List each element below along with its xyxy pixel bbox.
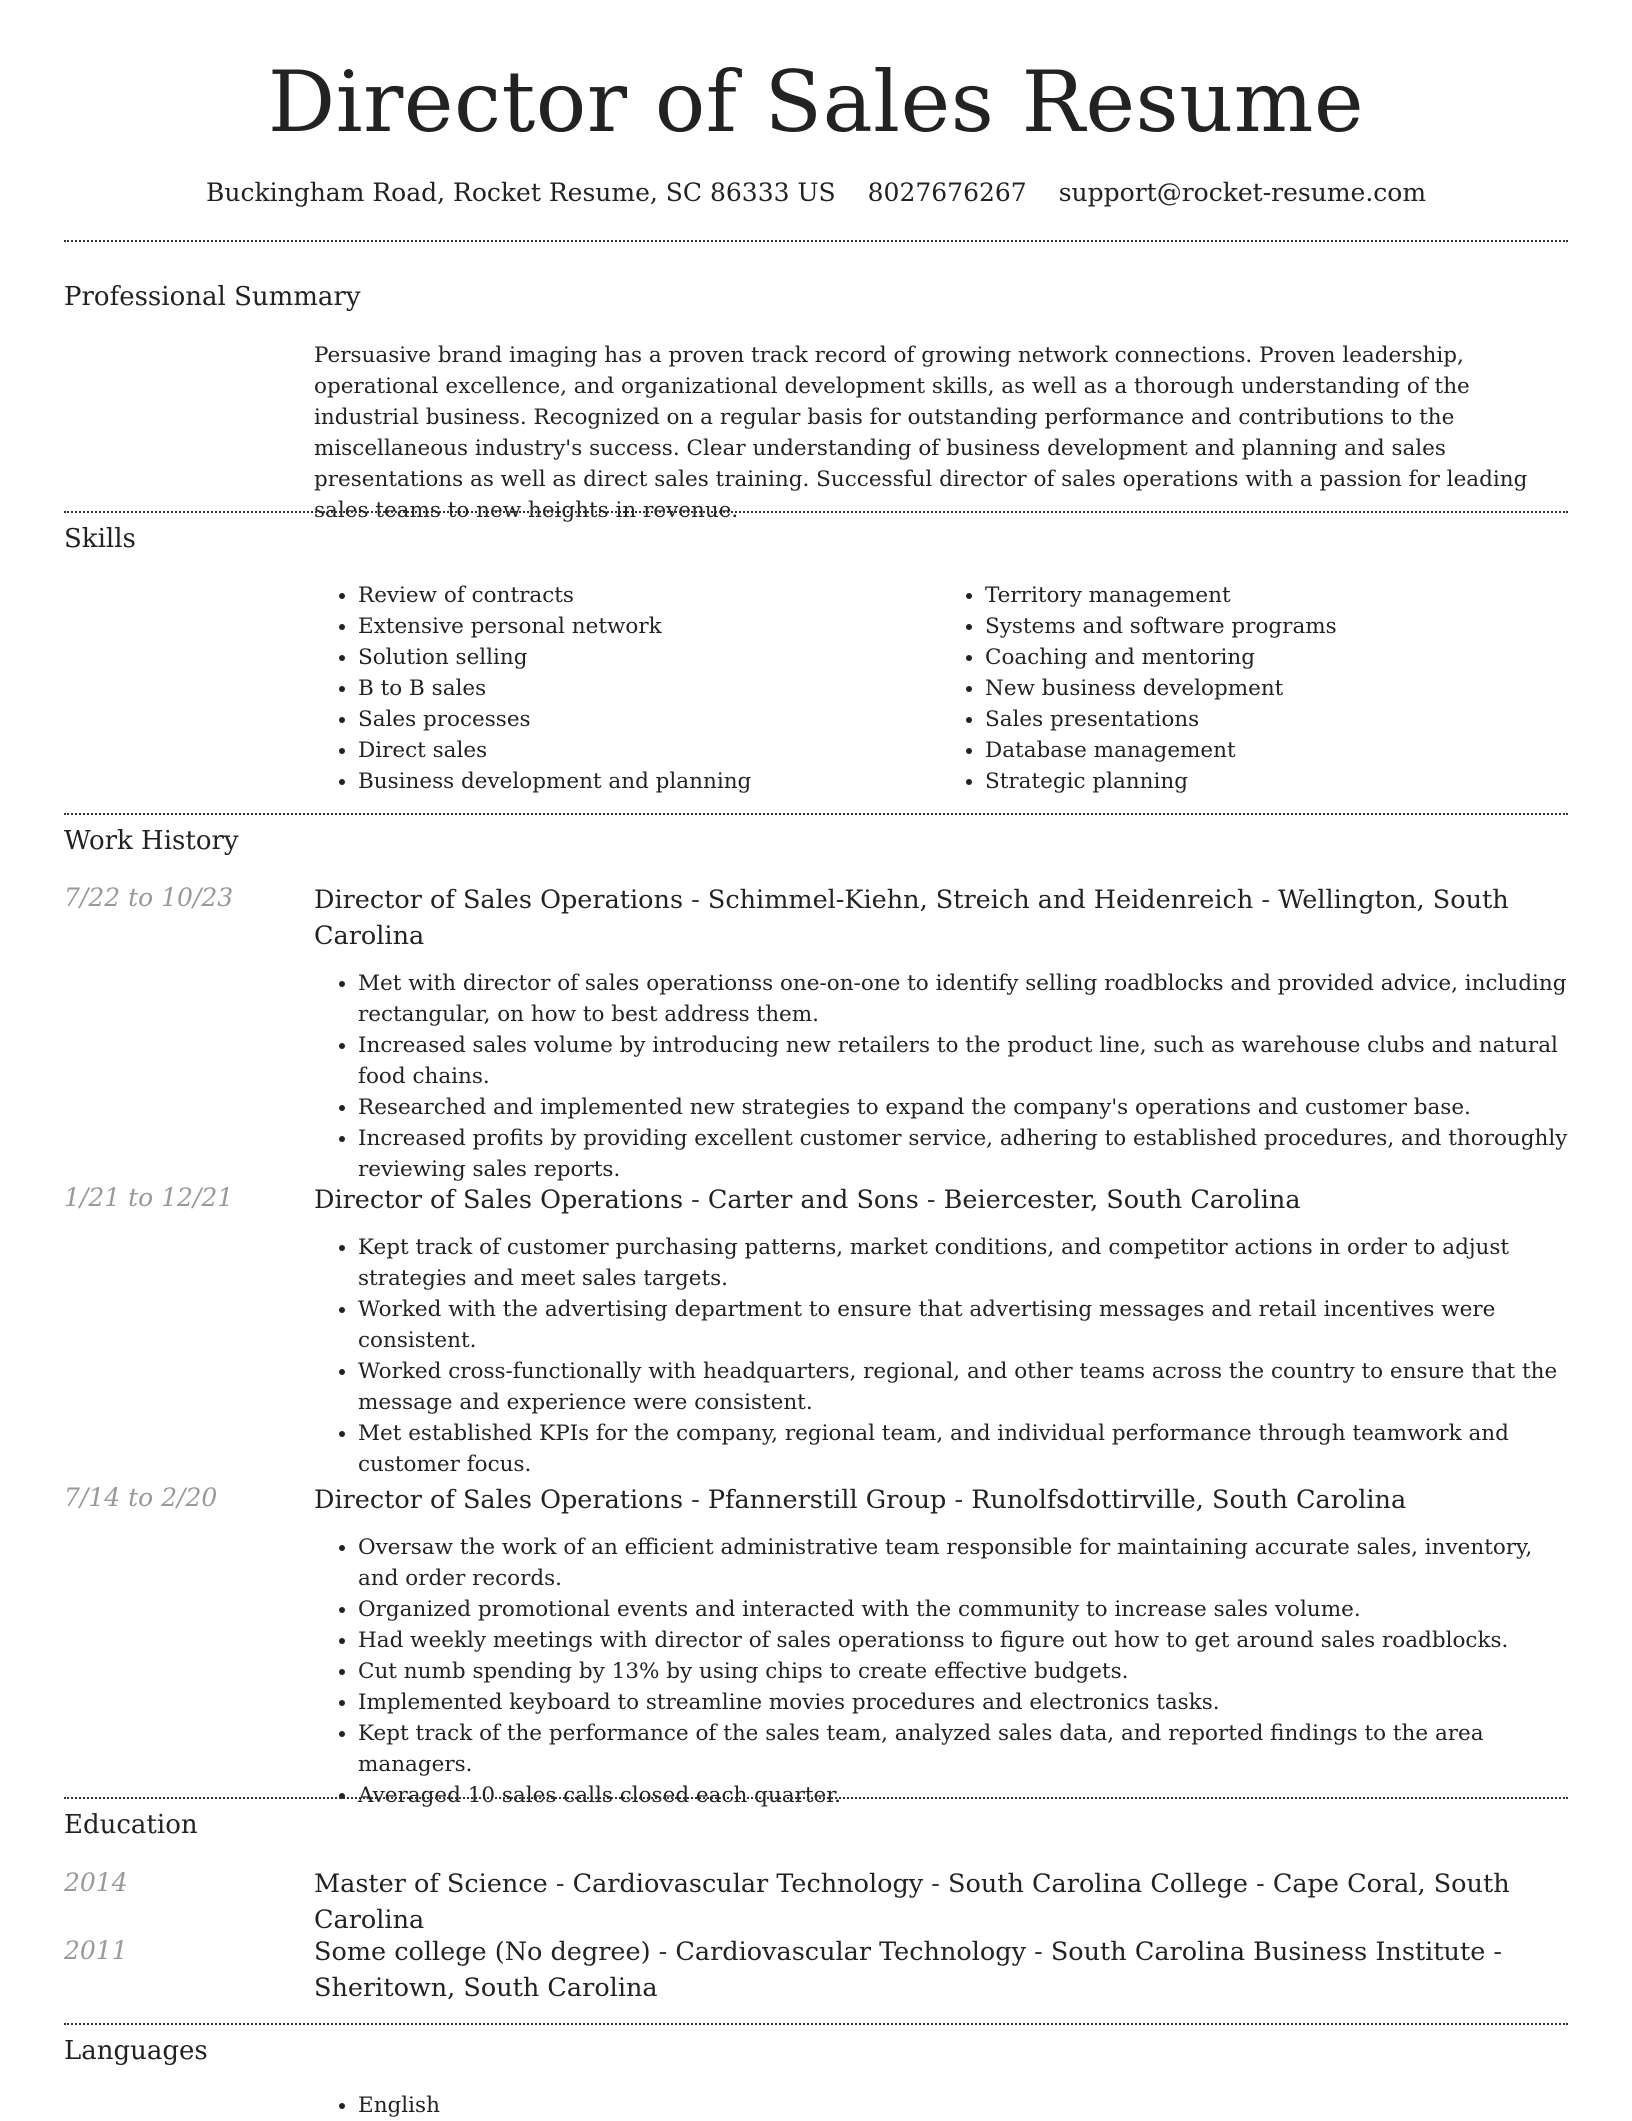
job-location: Beiercester, South Carolina [943, 1185, 1301, 1215]
contact-phone: 8027676267 [867, 178, 1027, 207]
skill-item: • Solution selling [358, 642, 941, 673]
languages-heading: Languages [64, 2036, 208, 2066]
job-bullet: • Researched and implemented new strategies to expand the company's operations and customer base. [358, 1092, 1568, 1123]
languages-items [314, 2090, 1568, 2121]
field-of-study: Cardiovascular Technology [675, 1937, 1026, 1967]
job-dates: 7/22 to 10/23 [64, 883, 234, 912]
job-bullet: • Kept track of customer purchasing patterns, market conditions, and competitor actions in order to adjust strategies and meet sales targets. [358, 1232, 1568, 1294]
skill-item: • New business development [985, 673, 1568, 704]
education-entry [314, 1934, 1568, 2020]
school-location: Sheritown, South Carolina [314, 1973, 658, 2003]
job-company: Schimmel-Kiehn, Streich and Heidenreich [707, 885, 1254, 915]
resume-title: Director of Sales Resume [267, 53, 1365, 151]
school-name: South Carolina Business Institute [1050, 1937, 1486, 1967]
school-name: South Carolina College [948, 1869, 1249, 1899]
skill-item: • Strategic planning [985, 766, 1568, 797]
contact-email: support@rocket-resume.com [1058, 178, 1427, 207]
job-location: Wellington, South Carolina [314, 885, 1509, 951]
job-location: Runolfsdottirville, South Carolina [971, 1485, 1407, 1515]
job-bullet: • Oversaw the work of an efficient administrative team responsible for maintaining accurate sales, inventory, and order records. [358, 1532, 1568, 1594]
job-bullet: • Met with director of sales operationss one-on-one to identify selling roadblocks and provided advice, including rectangular, on how to best address them. [358, 968, 1568, 1030]
job-heading: Director of Sales Operations - Carter and Sons - Beiercester, South Carolina [314, 1185, 1301, 1215]
degree: Some college (No degree) [314, 1937, 651, 1967]
language-item: • English [358, 2090, 1568, 2121]
contact-address: Buckingham Road, Rocket Resume, SC 86333 US [205, 178, 836, 207]
job-bullet: • Cut numb spending by 13% by using chips to create effective budgets. [358, 1656, 1568, 1687]
skill-item: • Extensive personal network [358, 611, 941, 642]
skill-item: • Sales presentations [985, 704, 1568, 735]
skills-list [314, 580, 1568, 797]
contact-line [0, 178, 1632, 207]
job-entry [314, 1482, 1568, 1811]
education-year: 2014 [64, 1868, 128, 1897]
skill-item: • Coaching and mentoring [985, 642, 1568, 673]
job-bullet: • Worked cross-functionally with headquarters, regional, and other teams across the country to ensure that the message and experience were consistent. [358, 1356, 1568, 1418]
summary-section [314, 340, 1568, 526]
job-title: Director of Sales Operations [314, 885, 684, 915]
degree: Master of Science [314, 1869, 548, 1899]
resume-header [0, 0, 1632, 207]
job-bullets [314, 1232, 1568, 1480]
job-heading: Director of Sales Operations - Schimmel-Kiehn, Streich and Heidenreich - Wellington, South Carolina [314, 885, 1509, 951]
languages-list [314, 2090, 1568, 2121]
section-divider [64, 511, 1568, 513]
section-divider [64, 240, 1568, 242]
summary-heading: Professional Summary [64, 282, 361, 312]
skill-item: • Territory management [985, 580, 1568, 611]
field-of-study: Cardiovascular Technology [572, 1869, 924, 1899]
education-heading-line: Some college (No degree) - Cardiovascular Technology - South Carolina Business Institute - Sheritown, South Carolina [314, 1937, 1503, 2003]
section-divider [64, 2023, 1568, 2025]
job-entry [314, 882, 1568, 1185]
section-divider [64, 1797, 1568, 1799]
education-heading: Education [64, 1810, 198, 1840]
education-year: 2011 [64, 1936, 128, 1965]
job-title: Director of Sales Operations [314, 1485, 684, 1515]
work-heading: Work History [64, 826, 239, 856]
job-bullet: • Organized promotional events and interacted with the community to increase sales volume. [358, 1594, 1568, 1625]
job-bullet: • Worked with the advertising department to ensure that advertising messages and retail incentives were consistent. [358, 1294, 1568, 1356]
job-entry [314, 1182, 1568, 1480]
job-bullet: • Kept track of the performance of the sales team, analyzed sales data, and reported findings to the area managers. [358, 1718, 1568, 1780]
skill-item: • Sales processes [358, 704, 941, 735]
job-heading: Director of Sales Operations - Pfannerstill Group - Runolfsdottirville, South Carolina [314, 1485, 1407, 1515]
job-bullet: • Met established KPIs for the company, regional team, and individual performance through teamwork and customer focus. [358, 1418, 1568, 1480]
skill-item: • Database management [985, 735, 1568, 766]
job-title: Director of Sales Operations [314, 1185, 684, 1215]
skill-item: • Direct sales [358, 735, 941, 766]
job-bullets [314, 968, 1568, 1185]
skill-item: • Business development and planning [358, 766, 941, 797]
skills-column-left [314, 580, 941, 797]
skills-column-right [941, 580, 1568, 797]
job-bullet: • Averaged 10 sales calls closed each quarter. [358, 1780, 1568, 1811]
job-company: Carter and Sons [707, 1185, 919, 1215]
education-heading-line: Master of Science - Cardiovascular Technology - South Carolina College - Cape Coral, South Carolina [314, 1869, 1510, 1935]
skills-heading: Skills [64, 524, 136, 554]
skill-item: • B to B sales [358, 673, 941, 704]
summary-text: Persuasive brand imaging has a proven track record of growing network connections. Proven leadership, operational excellence, and organizational development skills, as well as a thorough understanding of the industrial business. Recognized on a regular basis for outstanding performance and contributions to the miscellaneous industry's success. Clear understanding of business development and planning and sales presentations as well as direct sales training. Successful director of sales operations with a passion for leading sales teams to new heights in revenue. [314, 343, 1528, 523]
skill-item: • Review of contracts [358, 580, 941, 611]
section-divider [64, 813, 1568, 815]
job-bullets [314, 1532, 1568, 1811]
job-bullet: • Had weekly meetings with director of sales operationss to figure out how to get around sales roadblocks. [358, 1625, 1568, 1656]
skill-item: • Systems and software programs [985, 611, 1568, 642]
job-dates: 1/21 to 12/21 [64, 1183, 234, 1212]
job-company: Pfannerstill Group [707, 1485, 947, 1515]
job-dates: 7/14 to 2/20 [64, 1483, 218, 1512]
job-bullet: • Increased profits by providing excellent customer service, adhering to established procedures, and thoroughly reviewing sales reports. [358, 1123, 1568, 1185]
school-location: Cape Coral, South Carolina [314, 1869, 1510, 1935]
job-bullet: • Implemented keyboard to streamline movies procedures and electronics tasks. [358, 1687, 1568, 1718]
job-bullet: • Increased sales volume by introducing new retailers to the product line, such as warehouse clubs and natural food chains. [358, 1030, 1568, 1092]
